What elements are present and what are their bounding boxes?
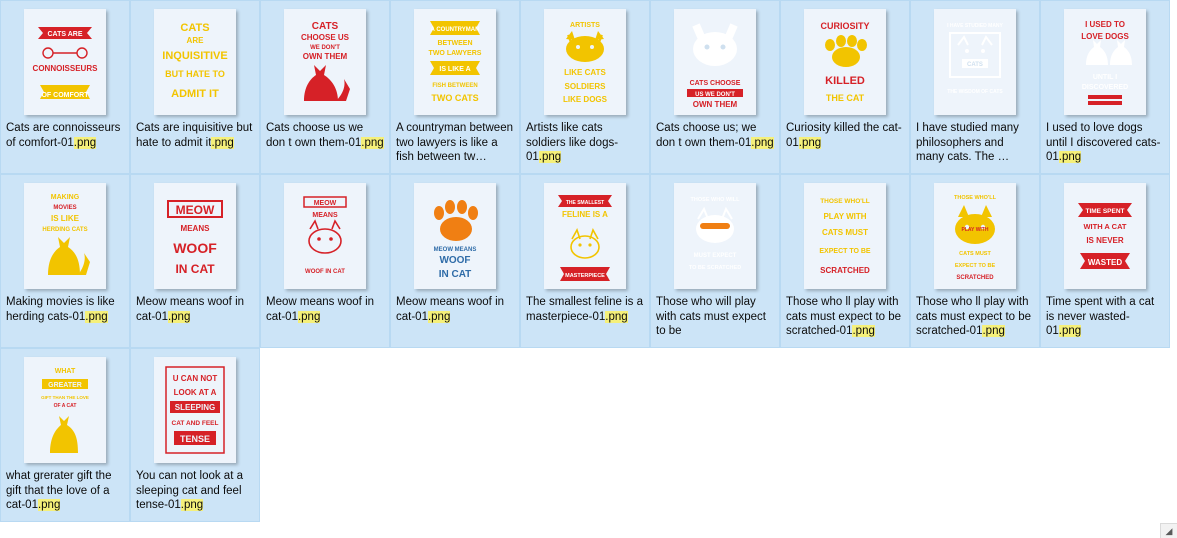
svg-text:CONNOISSEURS: CONNOISSEURS bbox=[32, 64, 98, 73]
svg-text:LOOK AT A: LOOK AT A bbox=[173, 388, 217, 397]
svg-text:MEANS: MEANS bbox=[312, 212, 338, 219]
file-tile[interactable] bbox=[0, 174, 130, 348]
thumbnail-image bbox=[154, 9, 236, 115]
svg-text:HERDING CATS: HERDING CATS bbox=[42, 227, 88, 233]
thumbnail-wrap bbox=[787, 7, 903, 117]
thumbnail-wrap bbox=[527, 7, 643, 117]
resize-grip[interactable] bbox=[1160, 523, 1177, 538]
svg-text:SOLDIERS: SOLDIERS bbox=[564, 82, 606, 91]
svg-text:I HAVE STUDIED MANY: I HAVE STUDIED MANY bbox=[947, 23, 1003, 29]
svg-text:ARE: ARE bbox=[186, 36, 204, 45]
file-tile[interactable] bbox=[260, 174, 390, 348]
svg-text:FISH BETWEEN: FISH BETWEEN bbox=[432, 83, 478, 89]
svg-text:CATS MUST: CATS MUST bbox=[821, 228, 869, 237]
svg-text:EXPECT TO BE: EXPECT TO BE bbox=[954, 263, 996, 269]
file-name: I have studied many philosophers and many cats. The … bbox=[916, 122, 1019, 163]
thumbnail-image bbox=[544, 9, 626, 115]
svg-text:TENSE: TENSE bbox=[179, 434, 211, 444]
svg-text:MASTERPIECE: MASTERPIECE bbox=[565, 273, 605, 279]
file-tile[interactable] bbox=[130, 0, 260, 174]
svg-text:MUST EXPECT: MUST EXPECT bbox=[693, 253, 737, 259]
thumbnail-wrap bbox=[7, 7, 123, 117]
file-tile[interactable] bbox=[390, 0, 520, 174]
svg-text:TWO CATS: TWO CATS bbox=[431, 93, 479, 103]
svg-text:LIKE DOGS: LIKE DOGS bbox=[562, 95, 608, 104]
file-name: The smallest feline is a masterpiece-01.png bbox=[526, 296, 643, 323]
file-tile[interactable] bbox=[650, 174, 780, 348]
file-name: I used to love dogs until I discovered cats-01.png bbox=[1046, 122, 1161, 163]
svg-text:MEOW MEANS: MEOW MEANS bbox=[433, 247, 477, 253]
thumbnail-wrap bbox=[787, 181, 903, 291]
thumbnail-wrap bbox=[267, 181, 383, 291]
svg-text:MEANS: MEANS bbox=[180, 224, 210, 233]
svg-text:FELINE IS A: FELINE IS A bbox=[562, 210, 608, 219]
thumbnail-image bbox=[1064, 9, 1146, 115]
file-name: Time spent with a cat is never wasted-01.png bbox=[1046, 296, 1155, 337]
file-name: Those who will play with cats must expect to be bbox=[656, 296, 766, 337]
svg-text:CATS: CATS bbox=[967, 62, 983, 68]
svg-text:OF COMFORT: OF COMFORT bbox=[41, 92, 89, 99]
svg-text:UNTIL I: UNTIL I bbox=[1092, 74, 1118, 81]
file-tile[interactable] bbox=[520, 0, 650, 174]
svg-text:CATS ARE: CATS ARE bbox=[47, 31, 83, 38]
thumbnail-image bbox=[674, 183, 756, 289]
file-tile[interactable] bbox=[390, 174, 520, 348]
svg-text:EXPECT TO BE: EXPECT TO BE bbox=[819, 248, 871, 255]
svg-text:CATS: CATS bbox=[180, 22, 210, 34]
thumbnail-wrap bbox=[137, 181, 253, 291]
svg-text:INQUISITIVE: INQUISITIVE bbox=[162, 50, 228, 62]
file-tile[interactable] bbox=[780, 0, 910, 174]
svg-text:MEOW: MEOW bbox=[175, 203, 215, 217]
svg-text:BETWEEN: BETWEEN bbox=[437, 40, 473, 47]
thumbnail-wrap bbox=[267, 7, 383, 117]
svg-text:IN CAT: IN CAT bbox=[438, 269, 472, 280]
thumbnail-image bbox=[414, 9, 496, 115]
file-tile[interactable] bbox=[260, 0, 390, 174]
svg-text:IS LIKE A: IS LIKE A bbox=[439, 66, 471, 73]
file-name: Meow means woof in cat-01.png bbox=[266, 296, 375, 323]
thumbnail-wrap bbox=[7, 181, 123, 291]
thumbnail-image bbox=[934, 183, 1016, 289]
svg-text:ARTISTS: ARTISTS bbox=[570, 22, 600, 29]
thumbnail-image bbox=[804, 183, 886, 289]
svg-text:LOVE DOGS: LOVE DOGS bbox=[1081, 32, 1129, 41]
svg-text:THE CAT: THE CAT bbox=[825, 93, 865, 103]
svg-text:PLAY WITH: PLAY WITH bbox=[961, 227, 989, 233]
file-tile[interactable] bbox=[130, 174, 260, 348]
thumbnail-wrap bbox=[917, 7, 1033, 117]
thumbnail-wrap bbox=[7, 355, 123, 465]
thumbnail-image bbox=[24, 357, 106, 463]
file-tile[interactable] bbox=[1040, 174, 1170, 348]
file-name: Artists like cats soldiers like dogs-01.png bbox=[526, 122, 619, 163]
svg-text:GIFT THAN THE LOVE: GIFT THAN THE LOVE bbox=[41, 395, 89, 400]
file-tile[interactable] bbox=[910, 0, 1040, 174]
svg-text:US WE DON'T: US WE DON'T bbox=[695, 92, 735, 98]
svg-text:ADMIT IT: ADMIT IT bbox=[171, 88, 219, 100]
file-tile[interactable] bbox=[1040, 0, 1170, 174]
svg-text:MAKING: MAKING bbox=[50, 194, 80, 201]
file-name: Those who ll play with cats must expect to be scratched-01.png bbox=[786, 296, 902, 337]
svg-text:TO BE SCRATCHED: TO BE SCRATCHED bbox=[688, 265, 742, 271]
svg-text:WOOF IN CAT: WOOF IN CAT bbox=[305, 269, 345, 275]
svg-text:WOOF: WOOF bbox=[439, 255, 471, 266]
file-tile[interactable] bbox=[780, 174, 910, 348]
svg-text:WE DON'T: WE DON'T bbox=[310, 45, 340, 51]
svg-text:SCRATCHED: SCRATCHED bbox=[820, 266, 870, 275]
file-tile[interactable] bbox=[520, 174, 650, 348]
thumbnail-wrap bbox=[397, 7, 513, 117]
file-name: Cats choose us; we don t own them-01.png bbox=[656, 122, 774, 149]
file-name: Cats are inquisitive but hate to admit it.png bbox=[136, 122, 253, 149]
file-name: what grerater gift the gift that the love of a cat-01.png bbox=[6, 470, 112, 511]
thumbnail-image bbox=[1064, 183, 1146, 289]
file-name: Curiosity killed the cat-01.png bbox=[786, 122, 902, 149]
svg-text:SCRATCHED: SCRATCHED bbox=[956, 275, 994, 281]
file-tile[interactable] bbox=[0, 348, 130, 522]
thumbnail-image bbox=[24, 9, 106, 115]
thumbnail-image bbox=[544, 183, 626, 289]
svg-text:THE SMALLEST: THE SMALLEST bbox=[565, 200, 605, 206]
file-tile[interactable] bbox=[130, 348, 260, 522]
file-name: A countryman between two lawyers is like a fish between tw… bbox=[396, 122, 513, 163]
svg-text:PLAY WITH: PLAY WITH bbox=[823, 212, 867, 221]
svg-text:CATS MUST: CATS MUST bbox=[959, 251, 991, 257]
thumbnail-image bbox=[284, 9, 366, 115]
svg-text:THOSE WHO'LL: THOSE WHO'LL bbox=[954, 195, 996, 201]
thumbnail-image bbox=[804, 9, 886, 115]
svg-text:GREATER: GREATER bbox=[48, 382, 82, 389]
thumbnail-image bbox=[674, 9, 756, 115]
svg-text:OWN THEM: OWN THEM bbox=[302, 52, 348, 61]
svg-text:WOOF: WOOF bbox=[173, 240, 217, 256]
thumbnail-wrap bbox=[397, 181, 513, 291]
svg-text:OWN THEM: OWN THEM bbox=[692, 100, 738, 109]
svg-text:WHAT: WHAT bbox=[54, 368, 76, 375]
svg-text:CURIOSITY: CURIOSITY bbox=[820, 21, 870, 31]
file-tile[interactable] bbox=[0, 0, 130, 174]
svg-text:THOSE WHO'LL: THOSE WHO'LL bbox=[820, 198, 870, 205]
svg-text:DISCOVERED: DISCOVERED bbox=[1081, 84, 1129, 91]
svg-text:KILLED: KILLED bbox=[825, 75, 865, 87]
svg-text:IS LIKE: IS LIKE bbox=[50, 214, 80, 223]
svg-text:THE WISDOM OF CATS: THE WISDOM OF CATS bbox=[947, 89, 1003, 95]
file-tile[interactable] bbox=[910, 174, 1040, 348]
svg-text:WASTED: WASTED bbox=[1087, 258, 1123, 267]
svg-text:WITH A CAT: WITH A CAT bbox=[1083, 222, 1127, 231]
svg-text:MOVIES: MOVIES bbox=[53, 205, 77, 211]
svg-text:CHOOSE US: CHOOSE US bbox=[300, 33, 350, 42]
thumbnail-image bbox=[934, 9, 1016, 115]
file-name: Meow means woof in cat-01.png bbox=[396, 296, 505, 323]
thumbnail-wrap bbox=[1047, 181, 1163, 291]
file-name: Meow means woof in cat-01.png bbox=[136, 296, 245, 323]
svg-text:U CAN NOT: U CAN NOT bbox=[172, 374, 218, 383]
svg-text:I USED TO: I USED TO bbox=[1085, 20, 1125, 29]
thumbnail-wrap bbox=[917, 181, 1033, 291]
svg-text:IS NEVER: IS NEVER bbox=[1086, 236, 1124, 245]
svg-text:LIKE CATS: LIKE CATS bbox=[564, 68, 606, 77]
thumbnail-wrap bbox=[137, 7, 253, 117]
svg-text:TWO LAWYERS: TWO LAWYERS bbox=[428, 50, 482, 57]
thumbnail-image bbox=[154, 183, 236, 289]
svg-text:OF A CAT: OF A CAT bbox=[53, 403, 77, 409]
thumbnail-wrap bbox=[1047, 7, 1163, 117]
thumbnail-image bbox=[414, 183, 496, 289]
svg-text:CAT AND FEEL: CAT AND FEEL bbox=[171, 420, 219, 427]
thumbnail-wrap bbox=[527, 181, 643, 291]
svg-text:MEOW: MEOW bbox=[313, 200, 337, 207]
thumbnail-image bbox=[24, 183, 106, 289]
thumbnail-wrap bbox=[657, 181, 773, 291]
thumbnail-wrap bbox=[137, 355, 253, 465]
svg-text:SLEEPING: SLEEPING bbox=[174, 403, 216, 412]
file-name: Cats are connoisseurs of comfort-01.png bbox=[6, 122, 121, 149]
svg-text:THOSE WHO WILL: THOSE WHO WILL bbox=[690, 197, 740, 203]
svg-text:CATS CHOOSE: CATS CHOOSE bbox=[689, 80, 741, 87]
svg-text:A COUNTRYMAN: A COUNTRYMAN bbox=[430, 27, 480, 33]
thumbnail-wrap bbox=[657, 7, 773, 117]
svg-text:BUT HATE TO: BUT HATE TO bbox=[165, 69, 225, 79]
file-name: Those who ll play with cats must expect to be scratched-01.png bbox=[916, 296, 1032, 337]
svg-text:TIME SPENT: TIME SPENT bbox=[1085, 208, 1125, 215]
file-name: Cats choose us we don t own them-01.png bbox=[266, 122, 384, 149]
resize-grip-glyph: ◢ bbox=[1165, 525, 1173, 536]
svg-text:CATS: CATS bbox=[311, 21, 339, 32]
file-tile[interactable] bbox=[650, 0, 780, 174]
thumbnail-image bbox=[284, 183, 366, 289]
file-name: Making movies is like herding cats-01.png bbox=[6, 296, 115, 323]
thumbnail-image bbox=[154, 357, 236, 463]
svg-text:IN CAT: IN CAT bbox=[175, 262, 215, 276]
file-name: You can not look at a sleeping cat and feel tense-01.png bbox=[136, 470, 243, 511]
